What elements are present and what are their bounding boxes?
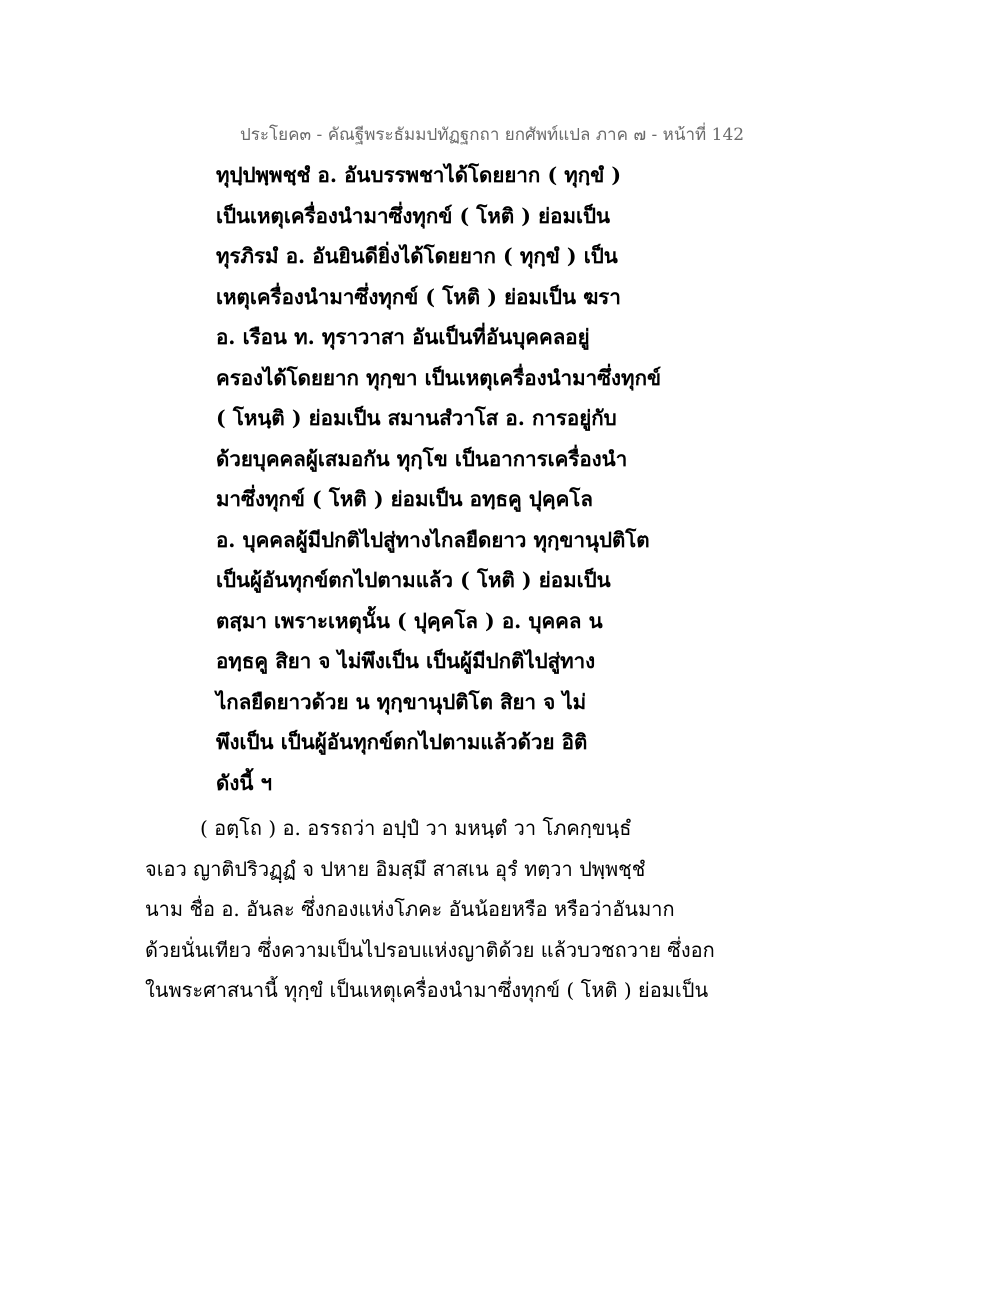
verse-line: ( โหนฺติ ) ย่อมเป็น สมานสํวาโส อ. การอยู่กับ bbox=[216, 406, 617, 430]
verse-line: ครองได้โดยยาก ทุกฺขา เป็นเหตุเครื่องนำมาซึ่งทุกข์ bbox=[216, 365, 661, 390]
verse-line: ทุปฺปพฺพชฺชํ อ. อันบรรพชาได้โดยยาก ( ทุกฺขํ ) bbox=[216, 163, 622, 187]
verse-line: อทฺธคู สิยา จ ไม่พึงเป็น เป็นผู้มีปกติไปสู่ทาง bbox=[216, 649, 596, 673]
verse-translation-block bbox=[216, 155, 836, 803]
verse-line: ด้วยบุคคลผู้เสมอกัน ทุกฺโข เป็นอาการเครื่องนำ bbox=[216, 446, 628, 471]
verse-line: ดังนี้ ฯ bbox=[216, 770, 272, 795]
prose-line: ในพระศาสนานี้ ทุกฺขํ เป็นเหตุเครื่องนำมาซึ่งทุกข์ ( โหติ ) ย่อมเป็น bbox=[145, 978, 709, 1002]
verse-line: เป็นเหตุเครื่องนำมาซึ่งทุกข์ ( โหติ ) ย่อมเป็น bbox=[216, 203, 610, 228]
verse-line: มาซึ่งทุกข์ ( โหติ ) ย่อมเป็น อทฺธคู ปุคฺคโล bbox=[216, 487, 593, 511]
prose-line: นาม ชื่อ อ. อันละ ซึ่งกองแห่งโภคะ อันน้อยหรือ หรือว่าอันมาก bbox=[145, 897, 675, 921]
verse-line: อ. เรือน ท. ทุราวาสา อันเป็นที่อันบุคคลอยู่ bbox=[216, 325, 590, 349]
page-header: ประโยค๓ - คัณฐีพระธัมมปทัฏฐกถา ยกศัพท์แปล ภาค ๗ - หน้าที่ 142 bbox=[240, 125, 745, 145]
verse-line: ไกลยืดยาวด้วย น ทุกฺขานุปติโต สิยา จ ไม่ bbox=[216, 689, 587, 714]
prose-line: จเอว ญาติปริวฏฺฏํ จ ปหาย อิมสฺมึ สาสเน อุรํ ทตฺวา ปพฺพชฺชํ bbox=[145, 856, 646, 881]
verse-line: อ. บุคคลผู้มีปกติไปสู่ทางไกลยืดยาว ทุกฺขานุปติโต bbox=[216, 527, 650, 552]
verse-line: ตสฺมา เพราะเหตุนั้น ( ปุคฺคโล ) อ. บุคคล น bbox=[216, 608, 603, 633]
commentary-prose-block bbox=[145, 808, 845, 1011]
prose-line: ( อตฺโถ ) อ. อรรถว่า อปฺปํ วา มหนฺตํ วา โภคกฺขนฺธํ bbox=[200, 816, 632, 840]
verse-line: ทุรภิรมํ อ. อันยินดียิ่งได้โดยยาก ( ทุกฺขํ ) เป็น bbox=[216, 244, 618, 268]
verse-line: เหตุเครื่องนำมาซึ่งทุกข์ ( โหติ ) ย่อมเป็น ฆรา bbox=[216, 284, 621, 309]
verse-line: เป็นผู้อันทุกข์ตกไปตามแล้ว ( โหติ ) ย่อมเป็น bbox=[216, 568, 611, 592]
verse-line: พึงเป็น เป็นผู้อันทุกข์ตกไปตามแล้วด้วย อิติ bbox=[216, 730, 588, 754]
prose-line: ด้วยนั่นเทียว ซึ่งความเป็นไปรอบแห่งญาติด้วย แล้วบวชถวาย ซึ่งอก bbox=[145, 937, 715, 962]
